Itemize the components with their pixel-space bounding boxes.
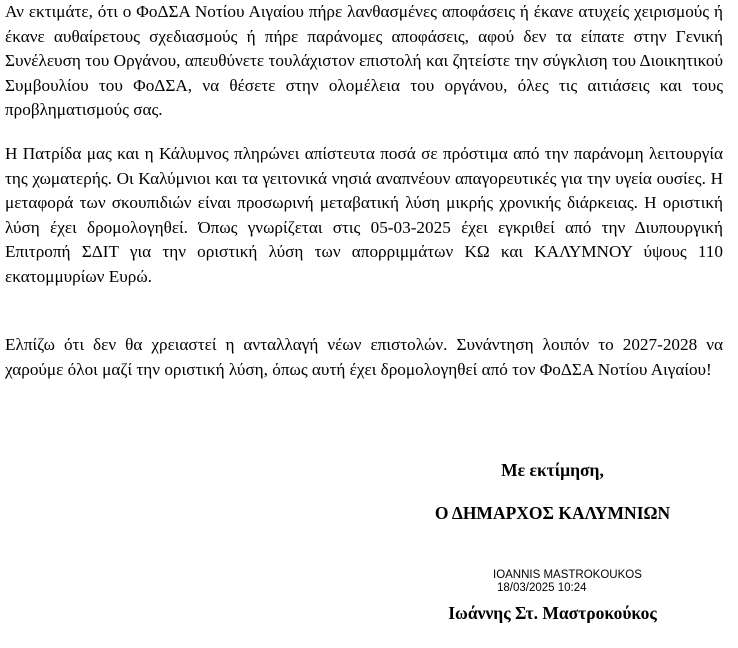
paragraph-closing-hope: Ελπίζω ότι δεν θα χρειαστεί η ανταλλαγή νέων επιστολών. Συνάντηση λοιπόν το 2027-2028 να χαρούμε όλοι μαζί την οριστική λύση, όπως αυτή έχει δρομολογηθεί από τον ΦοΔΣΑ Νοτίου Αιγαίου! bbox=[5, 335, 723, 379]
paragraph-fodsa-decisions: Αν εκτιμάτε, ότι ο ΦοΔΣΑ Νοτίου Αιγαίου πήρε λανθασμένες αποφάσεις ή έκανε ατυχείς χειρισμούς ή έκανε αυθαίρετους σχεδιασμούς ή πήρε παράνομες αποφάσεις, αφού δεν τα είπατε στην Γενική Συνέλευση του Οργάνου, απευθύνετε τουλάχιστον επιστολή και ζητείστε την σύγκλιση του Διοικητικού Συμβουλίου του ΦοΔΣΑ, να θέσετε στην ολομέλεια του οργάνου, όλες τις αιτιάσεις και τους προβληματισμούς σας. bbox=[5, 2, 723, 120]
signature-title: Ο ΔΗΜΑΡΧΟΣ ΚΑΛΥΜΝΙΩΝ bbox=[434, 503, 671, 523]
stamp-date: 18/03/2025 10:24 bbox=[497, 581, 587, 594]
signature-closing: Με εκτίμηση, bbox=[501, 460, 604, 480]
signer-name: Ιωάννης Στ. Μαστροκούκος bbox=[448, 603, 657, 623]
stamp-name: IOANNIS MASTROKOUKOS bbox=[493, 569, 642, 581]
digital-signature-stamp bbox=[493, 569, 642, 594]
paragraph-landfill-solution: Η Πατρίδα μας και η Κάλυμνος πληρώνει απίστευτα ποσά σε πρόστιμα από την παράνομη λειτουργία της χωματερής. Οι Καλύμνιοι και τα γειτονικά νησιά αναπνέουν απαγορευτικές για την υγεία ουσίες. Η μεταφορά των σκουπιδιών είναι προσωρινή μεταβατική λύση μικρής χρονικής διάρκειας. Η οριστική λύση έχει δρομολογηθεί. Όπως γνωρίζεται στις 05-03-2025 έχει εγκριθεί από την Διυπουργική Επιτροπή ΣΔΙΤ για την οριστική λύση των απορριμμάτων ΚΩ και ΚΑΛΥΜΝΟΥ ύψους 110 εκατομμυρίων Ευρώ. bbox=[5, 144, 723, 286]
